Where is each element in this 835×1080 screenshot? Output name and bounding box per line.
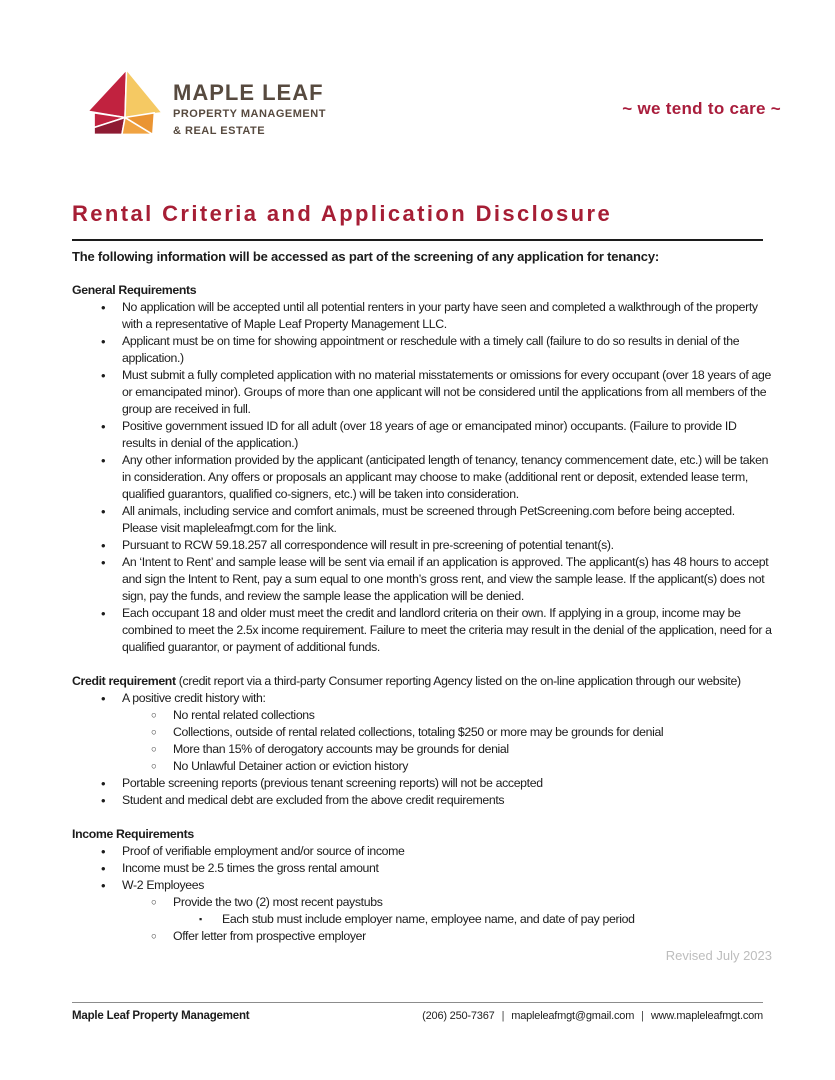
list-item-text: Pursuant to RCW 59.18.257 all correspondence will result in pre-screening of potential tenant(s).	[122, 538, 614, 552]
brand-name: MAPLE LEAF	[173, 80, 324, 105]
list-item-text: An ‘Intent to Rent’ and sample lease will be sent via email if an application is approved. The applicant(s) has 48 hours to accept and sign the Intent to Rent, pay a sum equal to one month’s gross rent, and view the sample lease. If the applicant(s) does not sign, pay the funds, and review the sample lease the application will be denied.	[122, 555, 769, 603]
bullet-circle-icon: ○	[151, 727, 157, 738]
list-item-text: All animals, including service and comfort animals, must be screened through PetScreening.com before being accepted. Please visit mapleleafmgt.com for the link.	[122, 504, 735, 535]
list-item-text: W-2 Employees	[122, 878, 205, 892]
title-divider	[72, 239, 763, 241]
footer-website: www.mapleleafmgt.com	[650, 1010, 763, 1022]
section-heading-credit	[72, 673, 772, 690]
page-footer	[72, 1002, 763, 1022]
footer-company: Maple Leaf Property Management	[72, 1010, 250, 1022]
bullet-disc-icon: •	[101, 368, 106, 383]
list-item	[72, 299, 772, 333]
bullet-circle-icon: ○	[151, 744, 157, 755]
footer-contact	[422, 1010, 763, 1022]
bullet-circle-icon: ○	[151, 710, 157, 721]
bullet-disc-icon: •	[101, 776, 106, 791]
list-item-text: Proof of verifiable employment and/or source of income	[122, 844, 405, 858]
bullet-disc-icon: •	[101, 606, 106, 621]
footer-separator: |	[641, 1010, 644, 1022]
list-subitem	[72, 928, 772, 945]
list-item-text: No Unlawful Detainer action or eviction history	[173, 759, 409, 773]
list-item	[72, 333, 772, 367]
list-item	[72, 775, 772, 792]
list-subitem	[72, 741, 772, 758]
list-item-text: Any other information provided by the applicant (anticipated length of tenancy, tenancy commencement date, etc.) will be taken in consideration. Any offers or proposals an applicant may choose to make (additional rent or deposit, extended lease term, qualified guarantors, qualified co-signers, etc.) will be taken into consideration.	[122, 453, 769, 501]
company-logo	[86, 68, 326, 138]
credit-heading-note: (credit report via a third-party Consumer reporting Agency listed on the on-line application through our website)	[175, 674, 741, 688]
footer-email: mapleleafmgt@gmail.com	[511, 1010, 635, 1022]
bullet-disc-icon: •	[101, 878, 106, 893]
bullet-disc-icon: •	[101, 453, 106, 468]
list-item	[72, 877, 772, 894]
bullet-disc-icon: •	[101, 844, 106, 859]
list-item-text: No rental related collections	[173, 708, 315, 722]
list-subsubitem	[72, 911, 772, 928]
list-item	[72, 452, 772, 503]
bullet-disc-icon: •	[101, 691, 106, 706]
credit-heading-bold: Credit requirement	[72, 674, 176, 688]
list-item-text: Collections, outside of rental related collections, totaling $250 or more may be grounds for denial	[173, 725, 664, 739]
maple-leaf-house-icon	[86, 68, 164, 136]
list-item	[72, 418, 772, 452]
list-item-text: Income must be 2.5 times the gross rental amount	[122, 861, 379, 875]
list-item-text: Each stub must include employer name, employee name, and date of pay period	[222, 912, 635, 926]
intro-statement: The following information will be accessed as part of the screening of any application for tenancy:	[72, 249, 659, 264]
bullet-circle-icon: ○	[151, 931, 157, 942]
section-heading-general: General Requirements	[72, 283, 197, 297]
section-heading-income: Income Requirements	[72, 827, 194, 841]
footer-phone: (206) 250-7367	[422, 1010, 495, 1022]
list-item	[72, 860, 772, 877]
revision-date: Revised July 2023	[665, 948, 772, 963]
brand-subtitle-2: & REAL ESTATE	[173, 125, 266, 138]
list-subitem	[72, 707, 772, 724]
bullet-disc-icon: •	[101, 504, 106, 519]
brand-subtitle-1: PROPERTY MANAGEMENT	[173, 108, 326, 120]
list-item-text: A positive credit history with:	[122, 691, 266, 705]
brand-text-block	[173, 68, 326, 138]
list-item-text: More than 15% of derogatory accounts may be grounds for denial	[173, 742, 509, 756]
list-item	[72, 537, 772, 554]
list-item-text: Student and medical debt are excluded from the above credit requirements	[122, 793, 505, 807]
list-item-text: Applicant must be on time for showing appointment or reschedule with a timely call (failure to do so results in denial of the application.)	[122, 334, 740, 365]
list-item-text: Positive government issued ID for all adult (over 18 years of age or emancipated minor) occupants. (Failure to provide ID results in denial of the application.)	[122, 419, 737, 450]
list-item	[72, 503, 772, 537]
bullet-disc-icon: •	[101, 419, 106, 434]
page-title: Rental Criteria and Application Disclosure	[72, 201, 613, 226]
bullet-disc-icon: •	[101, 861, 106, 876]
bullet-disc-icon: •	[101, 555, 106, 570]
bullet-circle-icon: ○	[151, 897, 157, 908]
list-subitem	[72, 758, 772, 775]
list-item-text: Portable screening reports (previous tenant screening reports) will not be accepted	[122, 776, 543, 790]
document-body	[72, 248, 772, 964]
list-item	[72, 843, 772, 860]
list-item-text: Provide the two (2) most recent paystubs	[173, 895, 383, 909]
list-item	[72, 792, 772, 809]
bullet-disc-icon: •	[101, 334, 106, 349]
list-item-text: Each occupant 18 and older must meet the credit and landlord criteria on their own. If applying in a group, income may be combined to meet the 2.5x income requirement. Failure to meet the criteria may result in the denial of the application, need for a qualified guarantor, or payment of additional funds.	[122, 606, 772, 654]
list-item	[72, 605, 772, 656]
list-subitem	[72, 894, 772, 911]
bullet-disc-icon: •	[101, 538, 106, 553]
list-item	[72, 690, 772, 707]
bullet-square-icon: ▪	[199, 914, 202, 924]
footer-separator: |	[501, 1010, 505, 1022]
bullet-disc-icon: •	[101, 793, 106, 808]
list-item-text: Offer letter from prospective employer	[173, 929, 366, 943]
bullet-circle-icon: ○	[151, 761, 157, 772]
company-tagline: ~ we tend to care ~	[622, 99, 781, 118]
list-item-text: Must submit a fully completed application with no material misstatements or omissions for every occupant (over 18 years of age or emancipated minor). Groups of more than one applicant will not be considered until the applications from all members of the group are received in full.	[122, 368, 771, 416]
list-item	[72, 554, 772, 605]
list-item	[72, 367, 772, 418]
list-item-text: No application will be accepted until all potential renters in your party have seen and completed a walkthrough of the property with a representative of Maple Leaf Property Management LLC.	[122, 300, 758, 331]
list-subitem	[72, 724, 772, 741]
bullet-disc-icon: •	[101, 300, 106, 315]
